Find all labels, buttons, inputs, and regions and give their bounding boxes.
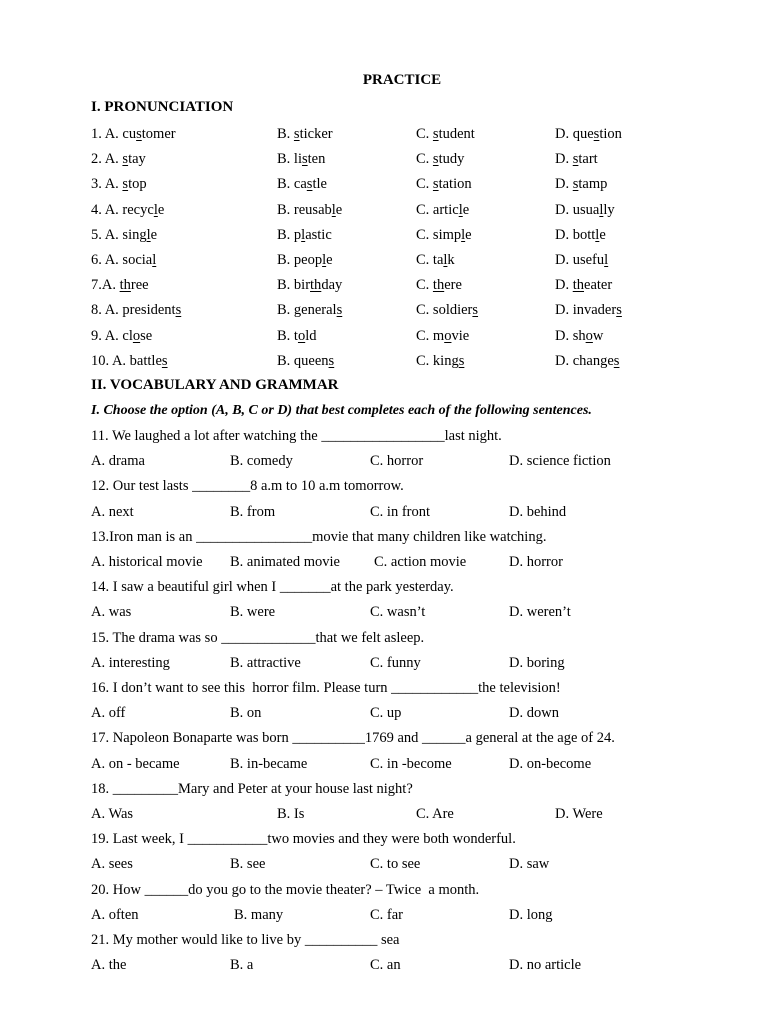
pronunciation-option — [277, 126, 333, 143]
underlined-letters: l — [152, 252, 157, 268]
underlined-letters: l — [595, 226, 600, 243]
option-text: B. queen — [277, 352, 329, 369]
option-text: e — [150, 226, 158, 243]
underlined-letters: l — [301, 226, 306, 243]
pronunciation-option — [416, 353, 464, 370]
option-text: D. change — [555, 352, 614, 369]
underlined-letters: s — [593, 126, 600, 142]
answer-option: A. was — [91, 604, 132, 621]
underlined-letters: th — [119, 277, 131, 294]
answer-option: D. long — [509, 906, 553, 923]
option-text: e — [157, 201, 165, 218]
answer-option: B. comedy — [230, 453, 293, 470]
answer-options-row — [0, 957, 768, 977]
option-text: B. general — [277, 302, 337, 319]
answer-option: B. were — [230, 604, 276, 621]
pronunciation-option — [416, 252, 455, 269]
option-text: C. king — [416, 352, 459, 369]
pronunciation-row — [0, 353, 768, 373]
option-text: 6. A. socia — [91, 252, 153, 268]
underlined-letters: o — [132, 327, 141, 344]
option-text: C. — [416, 277, 433, 294]
option-text: D. sh — [555, 327, 586, 344]
underlined-letters: l — [458, 201, 463, 218]
option-text: B. p — [277, 226, 302, 243]
option-text: e — [326, 252, 333, 268]
answer-option: C. wasn’t — [370, 604, 426, 621]
question-text: 20. How ______do you go to the movie theater? – Twice a month. — [91, 881, 480, 898]
answer-option: D. weren’t — [509, 604, 571, 621]
answer-option: C. an — [370, 957, 401, 974]
pronunciation-option — [416, 126, 475, 143]
option-text: ld — [305, 327, 317, 344]
option-text: 3. A. — [91, 176, 123, 193]
option-text: C. artic — [416, 201, 459, 218]
option-text: day — [321, 277, 343, 294]
answer-option: B. see — [230, 856, 266, 873]
pronunciation-option — [91, 176, 147, 193]
option-text: B. li — [277, 151, 302, 168]
option-text: D. que — [555, 126, 594, 142]
pronunciation-option — [555, 277, 612, 294]
option-text: 7.A. — [91, 277, 120, 294]
pronunciation-option — [91, 126, 176, 143]
pronunciation-option — [277, 176, 327, 193]
underlined-letters: th — [572, 277, 585, 294]
pronunciation-option — [91, 202, 164, 219]
option-text: B. reusab — [277, 201, 332, 218]
underlined-letters: s — [432, 126, 439, 142]
pronunciation-option — [277, 302, 342, 319]
option-text: ten — [307, 151, 326, 168]
answer-option: D. on-become — [509, 755, 592, 772]
answer-option: B. on — [230, 705, 262, 722]
answer-option: A. historical movie — [91, 554, 203, 570]
underlined-letters: s — [122, 176, 129, 193]
pronunciation-option — [277, 252, 333, 269]
underlined-letters: s — [432, 176, 439, 193]
option-text: B. t — [277, 327, 298, 344]
option-text: tudent — [438, 126, 475, 142]
question-text: 17. Napoleon Bonaparte was born __________1769 and ______a general at the age of 24. — [91, 730, 615, 747]
answer-options-row — [0, 504, 768, 524]
option-text: 8. A. president — [91, 302, 176, 319]
pronunciation-option — [91, 328, 152, 345]
option-text: C. simp — [416, 226, 462, 243]
question-text: 14. I saw a beautiful girl when I _______at the park yesterday. — [91, 579, 454, 596]
answer-option: C. Are — [416, 806, 454, 822]
answer-option: C. up — [370, 705, 402, 722]
underlined-letters: s — [122, 151, 129, 168]
option-text: C. — [416, 151, 433, 168]
answer-options-row — [0, 604, 768, 624]
answer-option: A. off — [91, 705, 126, 722]
option-text: D. bott — [555, 226, 596, 243]
answer-option: B. from — [230, 503, 276, 520]
option-text: B. bir — [277, 277, 311, 294]
answer-option: C. to see — [370, 856, 421, 873]
answer-options-row — [0, 907, 768, 927]
answer-option: A. the — [91, 957, 127, 974]
answer-option: D. down — [509, 705, 559, 722]
underlined-letters: s — [293, 126, 300, 142]
underlined-letters: th — [310, 277, 322, 294]
option-text: e — [462, 201, 470, 218]
answer-option: A. often — [91, 906, 139, 923]
pronunciation-option — [555, 328, 603, 345]
question-text: 19. Last week, I ___________two movies and they were both wonderful. — [91, 831, 516, 848]
pronunciation-option — [91, 302, 181, 319]
option-text: tation — [438, 176, 472, 193]
option-text: tudy — [438, 151, 465, 168]
option-text: 9. A. cl — [91, 327, 133, 344]
pronunciation-row — [0, 328, 768, 348]
pronunciation-option — [91, 353, 168, 370]
option-text: B. — [277, 126, 294, 142]
underlined-letters: s — [336, 302, 343, 319]
pronunciation-option — [277, 328, 316, 345]
option-text: C. — [416, 126, 433, 142]
option-text: D. usua — [555, 201, 600, 218]
answer-option: A. on - became — [91, 755, 180, 772]
pronunciation-option — [555, 126, 622, 143]
underlined-letters: s — [458, 352, 465, 369]
pronunciation-option — [91, 277, 149, 294]
option-text: ree — [130, 277, 149, 294]
answer-option: C. horror — [370, 453, 424, 470]
underlined-letters: l — [599, 201, 604, 218]
answer-options-row — [0, 554, 768, 574]
question-text: 18. _________Mary and Peter at your house last night? — [91, 780, 413, 797]
pronunciation-option — [91, 227, 157, 244]
option-text: eater — [584, 277, 613, 294]
pronunciation-row — [0, 227, 768, 247]
underlined-letters: s — [328, 352, 335, 369]
underlined-letters: s — [432, 151, 439, 168]
question-text: 11. We laughed a lot after watching the _________________last night. — [91, 428, 502, 444]
underlined-letters: s — [572, 151, 579, 168]
pronunciation-option — [555, 252, 608, 269]
underlined-letters: s — [161, 352, 168, 369]
pronunciation-row — [0, 252, 768, 272]
underlined-letters: o — [297, 327, 306, 344]
option-text: C. soldier — [416, 302, 473, 319]
pronunciation-option — [416, 176, 472, 193]
answer-option: D. saw — [509, 856, 550, 873]
answer-option: C. in front — [370, 503, 431, 520]
answer-option: D. science fiction — [509, 453, 611, 470]
answer-option: C. in -become — [370, 755, 452, 772]
option-text: 4. A. recyc — [91, 201, 154, 218]
option-text: 1. A. cu — [91, 126, 137, 142]
option-text: top — [128, 176, 147, 193]
pronunciation-option — [555, 151, 598, 168]
option-text: tart — [578, 151, 598, 168]
pronunciation-row — [0, 277, 768, 297]
pronunciation-option — [416, 151, 464, 168]
pronunciation-option — [416, 328, 469, 345]
answer-option: B. in-became — [230, 755, 308, 772]
pronunciation-option — [416, 202, 469, 219]
underlined-letters: o — [444, 327, 452, 344]
answer-option: B. animated movie — [230, 554, 340, 570]
answer-option: C. action movie — [374, 554, 467, 570]
underlined-letters: l — [322, 252, 327, 268]
option-text: w — [592, 327, 604, 344]
question-text: 13.Iron man is an ________________movie that many children like watching. — [91, 528, 547, 545]
answer-option: C. far — [370, 906, 404, 923]
answer-option: D. boring — [509, 654, 565, 671]
pronunciation-row — [0, 151, 768, 171]
option-text: k — [447, 252, 455, 268]
pronunciation-row — [0, 126, 768, 146]
option-text: C. — [416, 176, 433, 193]
answer-option: A. interesting — [91, 654, 170, 671]
option-text: C. m — [416, 327, 445, 344]
pronunciation-row — [0, 176, 768, 196]
option-text: ticker — [299, 126, 333, 142]
pronunciation-option — [416, 277, 462, 294]
pronunciation-option — [277, 151, 325, 168]
answer-option: C. funny — [370, 654, 421, 671]
section-heading-pronunciation: I. PRONUNCIATION — [91, 99, 234, 115]
answer-option: A. drama — [91, 453, 145, 470]
underlined-letters: s — [136, 126, 142, 142]
option-text: tion — [599, 126, 622, 142]
answer-option: B. a — [230, 957, 254, 974]
question-text: 12. Our test lasts ________8 a.m to 10 a.m tomorrow. — [91, 478, 404, 495]
option-text: 10. A. battle — [91, 352, 162, 369]
pronunciation-option — [416, 227, 472, 244]
pronunciation-row — [0, 302, 768, 322]
underlined-letters: s — [472, 302, 479, 319]
answer-option: B. many — [234, 906, 284, 923]
underlined-letters: l — [604, 252, 609, 268]
section-heading-vocabulary: II. VOCABULARY AND GRAMMAR — [91, 377, 339, 393]
option-text: B. ca — [277, 176, 307, 193]
underlined-letters: l — [461, 226, 466, 243]
question-text: 21. My mother would like to live by __________ sea — [91, 932, 400, 948]
pronunciation-option — [555, 176, 607, 193]
underlined-letters: o — [585, 327, 593, 344]
option-text: C. ta — [416, 252, 444, 268]
underlined-letters: s — [572, 176, 579, 193]
answer-option: D. behind — [509, 503, 567, 520]
option-text: D. — [555, 151, 573, 168]
option-text: e — [335, 201, 343, 218]
pronunciation-option — [555, 353, 619, 370]
underlined-letters: l — [153, 201, 158, 218]
option-text: tle — [312, 176, 327, 193]
page-title: PRACTICE — [362, 72, 442, 88]
answer-options-row — [0, 756, 768, 776]
underlined-letters: s — [301, 151, 308, 168]
option-text: ere — [444, 277, 462, 294]
answer-option: B. attractive — [230, 654, 301, 671]
answer-option: D. no article — [509, 957, 582, 974]
option-text: astic — [305, 226, 332, 243]
pronunciation-option — [277, 353, 334, 370]
answer-option: A. next — [91, 503, 134, 520]
answer-options-row — [0, 655, 768, 675]
option-text: 2. A. — [91, 151, 123, 168]
option-text: se — [140, 327, 153, 344]
option-text: tamp — [578, 176, 608, 193]
question-text: 15. The drama was so _____________that we felt asleep. — [91, 629, 425, 646]
underlined-letters: l — [146, 226, 151, 243]
option-text: D. usefu — [555, 252, 605, 268]
pronunciation-option — [416, 302, 478, 319]
option-text: D. invader — [555, 302, 617, 319]
underlined-letters: s — [616, 302, 622, 319]
option-text: vie — [451, 327, 470, 344]
option-text: D. — [555, 176, 573, 193]
option-text: tay — [128, 151, 146, 168]
pronunciation-option — [277, 202, 342, 219]
pronunciation-option — [555, 227, 606, 244]
answer-option: B. Is — [277, 806, 305, 822]
underlined-letters: l — [443, 252, 448, 268]
option-text: D. — [555, 277, 573, 294]
answer-option: A. Was — [91, 806, 134, 822]
answer-option: A. sees — [91, 856, 133, 873]
option-text: 5. A. sing — [91, 226, 147, 243]
option-text: ly — [603, 201, 615, 218]
underlined-letters: s — [306, 176, 313, 193]
pronunciation-option — [555, 202, 615, 219]
underlined-letters: s — [613, 352, 620, 369]
underlined-letters: s — [175, 302, 182, 319]
option-text: e — [465, 226, 472, 243]
pronunciation-row — [0, 202, 768, 222]
answer-option: D. Were — [555, 806, 603, 822]
answer-options-row — [0, 856, 768, 876]
answer-options-row — [0, 806, 768, 826]
answer-options-row — [0, 705, 768, 725]
question-text: 16. I don’t want to see this horror film. Please turn ____________the television! — [91, 680, 561, 696]
pronunciation-option — [277, 277, 342, 294]
pronunciation-option — [91, 151, 146, 168]
instruction-text: I. Choose the option (A, B, C or D) that best completes each of the following sentences. — [91, 403, 592, 418]
answer-options-row — [0, 453, 768, 473]
pronunciation-option — [91, 252, 156, 269]
option-text: B. peop — [277, 252, 323, 268]
pronunciation-option — [555, 302, 622, 319]
underlined-letters: l — [331, 201, 336, 218]
pronunciation-option — [277, 227, 332, 244]
underlined-letters: th — [432, 277, 445, 294]
option-text: tomer — [141, 126, 176, 142]
answer-option: D. horror — [509, 554, 563, 570]
option-text: e — [599, 226, 606, 243]
